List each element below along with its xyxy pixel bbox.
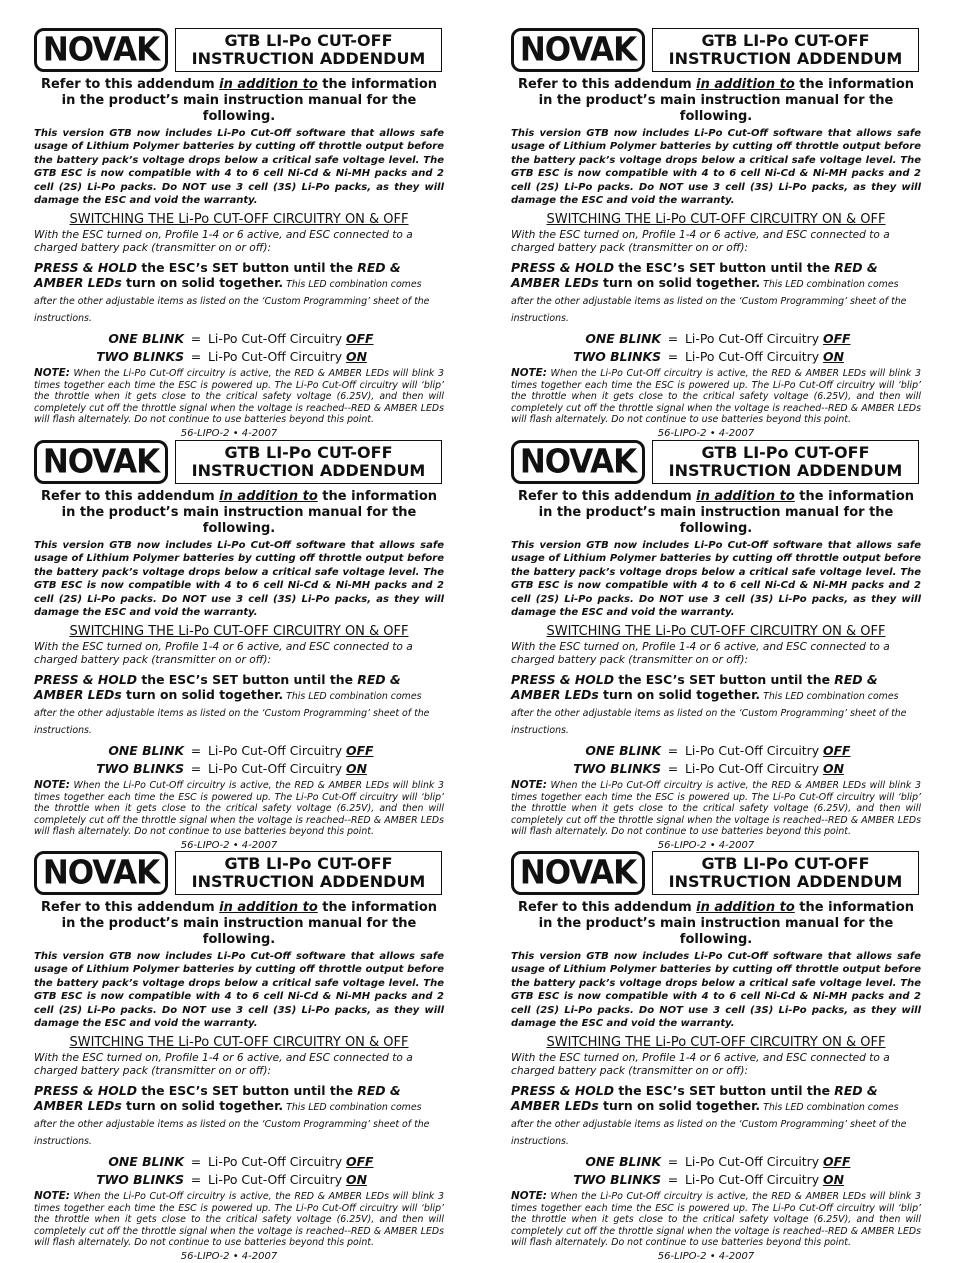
equals-sign: = [667, 1172, 679, 1188]
title-box [652, 28, 919, 72]
press-hold-instruction [511, 1083, 921, 1149]
switching-heading: SWITCHING THE Li-Po CUT-OFF CIRCUITRY ON & OFF [69, 1035, 409, 1051]
intro-post: the information in the product’s main instruction manual for the following. [538, 489, 915, 536]
off-label: OFF [823, 331, 851, 347]
novak-logo [34, 28, 168, 72]
equals-sign: = [667, 761, 679, 777]
intro-emphasis: in addition to [696, 900, 795, 915]
title-box [175, 28, 442, 72]
compatibility-paragraph: This version GTB now includes Li-Po Cut-Off software that allows safe usage of Lithium Polymer batteries by cutting off throttle output before the battery pack’s voltage drops below a critical safe voltage level. The GTB ESC is now compatible with 4 to 6 cell Ni-Cd & Ni-MH packs and 2 cell (2S) Li-Po packs. Do NOT use 3 cell (3S) Li-Po packs, as they will damage the ESC and void the warranty. [511, 951, 921, 1030]
title-line-2: INSTRUCTION ADDENDUM [191, 49, 426, 68]
two-blinks-label: TWO BLINKS [573, 1172, 661, 1188]
equals-sign: = [667, 331, 679, 347]
note-text: When the Li-Po Cut-Off circuitry is active, the RED & AMBER LEDs will blink 3 times together each time the ESC is powered up. The Li-Po Cut-Off circuitry will ‘blip’ the throttle when it gets close to the critical safety voltage (6.25V), and then will completely cut off the throttle signal when the voltage is reached--RED & AMBER LEDs will flash alternately. Do not continue to use batteries beyond this point. [511, 1191, 921, 1249]
intro-emphasis: in addition to [219, 489, 318, 504]
note-label: NOTE: [511, 1190, 547, 1203]
note-text: When the Li-Po Cut-Off circuitry is active, the RED & AMBER LEDs will blink 3 times together each time the ESC is powered up. The Li-Po Cut-Off circuitry will ‘blip’ the throttle when it gets close to the critical safety voltage (6.25V), and then will completely cut off the throttle signal when the voltage is reached--RED & AMBER LEDs will flash alternately. Do not continue to use batteries beyond this point. [34, 368, 444, 426]
title-line-1: GTB LI-Po CUT-OFF [224, 31, 393, 50]
equals-sign: = [190, 1172, 202, 1188]
one-blink-row [511, 330, 921, 348]
novak-logo [34, 851, 168, 895]
addendum-card [34, 440, 444, 851]
one-blink-label: ONE BLINK [108, 743, 184, 759]
intro-emphasis: in addition to [696, 489, 795, 504]
intro-emphasis: in addition to [219, 900, 318, 915]
logo-text: NOVAK [42, 854, 160, 892]
one-blink-label: ONE BLINK [585, 743, 661, 759]
one-blink-label: ONE BLINK [108, 1154, 184, 1170]
intro-pre: Refer to this addendum [517, 900, 697, 915]
one-blink-value [208, 1153, 374, 1171]
on-label: ON [823, 761, 844, 777]
press-mid: the ESC’s SET button until the [614, 1083, 835, 1099]
document-code: 56-LIPO-2 • 4-2007 [180, 427, 278, 439]
circuitry-text: Li-Po Cut-Off Circuitry [685, 1172, 824, 1188]
intro-text [511, 489, 921, 537]
on-label: ON [823, 1172, 844, 1188]
compatibility-paragraph: This version GTB now includes Li-Po Cut-Off software that allows safe usage of Lithium Polymer batteries by cutting off throttle output before the battery pack’s voltage drops below a critical safe voltage level. The GTB ESC is now compatible with 4 to 6 cell Ni-Cd & Ni-MH packs and 2 cell (2S) Li-Po packs. Do NOT use 3 cell (3S) Li-Po packs, as they will damage the ESC and void the warranty. [511, 128, 921, 207]
one-blink-label: ONE BLINK [585, 331, 661, 347]
circuitry-text: Li-Po Cut-Off Circuitry [685, 349, 824, 365]
intro-text [34, 900, 444, 948]
note-label: NOTE: [34, 779, 70, 792]
press-small-note: This LED combination comes after the other adjustable items as listed on the ‘Custom Programming’ sheet of the instructions. [511, 691, 907, 737]
logo-text: NOVAK [42, 31, 160, 69]
press-leds: RED & AMBER LEDs [511, 672, 878, 703]
press-small-note: This LED combination comes after the other adjustable items as listed on the ‘Custom Programming’ sheet of the instructions. [511, 1102, 907, 1148]
logo-text: NOVAK [519, 854, 637, 892]
document-code: 56-LIPO-2 • 4-2007 [657, 427, 755, 439]
on-label: ON [346, 761, 367, 777]
press-leds: RED & AMBER LEDs [34, 672, 401, 703]
circuitry-text: Li-Po Cut-Off Circuitry [685, 743, 824, 759]
blink-table [511, 742, 921, 778]
addendum-card [34, 28, 444, 439]
two-blinks-value [208, 1171, 367, 1189]
switching-heading: SWITCHING THE Li-Po CUT-OFF CIRCUITRY ON & OFF [546, 212, 886, 228]
press-mid: the ESC’s SET button until the [137, 1083, 358, 1099]
circuitry-text: Li-Po Cut-Off Circuitry [208, 331, 347, 347]
circuitry-text: Li-Po Cut-Off Circuitry [208, 761, 347, 777]
card-header [34, 28, 444, 74]
card-header [34, 440, 444, 486]
press-hold-label: PRESS & HOLD [34, 260, 138, 276]
blink-table [34, 330, 444, 366]
press-hold-label: PRESS & HOLD [511, 672, 615, 688]
off-label: OFF [346, 743, 374, 759]
press-mid: the ESC’s SET button until the [614, 672, 835, 688]
press-hold-label: PRESS & HOLD [34, 672, 138, 688]
equals-sign: = [190, 761, 202, 777]
press-hold-instruction [34, 672, 444, 738]
press-end: turn on solid together. [121, 275, 284, 291]
circuitry-text: Li-Po Cut-Off Circuitry [208, 1172, 347, 1188]
equals-sign: = [190, 331, 202, 347]
circuitry-text: Li-Po Cut-Off Circuitry [208, 1154, 347, 1170]
card-header [511, 440, 921, 486]
intro-text [511, 900, 921, 948]
one-blink-row [34, 330, 444, 348]
compatibility-paragraph: This version GTB now includes Li-Po Cut-Off software that allows safe usage of Lithium Polymer batteries by cutting off throttle output before the battery pack’s voltage drops below a critical safe voltage level. The GTB ESC is now compatible with 4 to 6 cell Ni-Cd & Ni-MH packs and 2 cell (2S) Li-Po packs. Do NOT use 3 cell (3S) Li-Po packs, as they will damage the ESC and void the warranty. [511, 540, 921, 619]
press-end: turn on solid together. [121, 687, 284, 703]
one-blink-value [685, 1153, 851, 1171]
intro-pre: Refer to this addendum [40, 900, 220, 915]
press-small-note: This LED combination comes after the other adjustable items as listed on the ‘Custom Programming’ sheet of the instructions. [34, 279, 430, 325]
off-label: OFF [346, 331, 374, 347]
title-line-2: INSTRUCTION ADDENDUM [668, 461, 903, 480]
title-line-2: INSTRUCTION ADDENDUM [668, 872, 903, 891]
press-end: turn on solid together. [598, 1098, 761, 1114]
press-hold-label: PRESS & HOLD [34, 1083, 138, 1099]
novak-logo [511, 440, 645, 484]
title-line-1: GTB LI-Po CUT-OFF [224, 443, 393, 462]
two-blinks-row [511, 760, 921, 778]
title-box [652, 440, 919, 484]
document-code: 56-LIPO-2 • 4-2007 [180, 1250, 278, 1262]
note-label: NOTE: [34, 1190, 70, 1203]
two-blinks-value [685, 348, 844, 366]
two-blinks-row [34, 1171, 444, 1189]
conditions-text: With the ESC turned on, Profile 1-4 or 6 active, and ESC connected to a charged battery pack (transmitter on or off): [511, 641, 890, 667]
addendum-card [511, 28, 921, 439]
title-line-2: INSTRUCTION ADDENDUM [191, 872, 426, 891]
intro-post: the information in the product’s main instruction manual for the following. [538, 900, 915, 947]
note-paragraph [511, 1191, 921, 1249]
intro-pre: Refer to this addendum [40, 489, 220, 504]
intro-emphasis: in addition to [219, 77, 318, 92]
intro-pre: Refer to this addendum [517, 489, 697, 504]
press-leds: RED & AMBER LEDs [511, 1083, 878, 1114]
one-blink-value [208, 330, 374, 348]
blink-table [511, 1153, 921, 1189]
conditions-text: With the ESC turned on, Profile 1-4 or 6 active, and ESC connected to a charged battery pack (transmitter on or off): [511, 229, 890, 255]
logo-text: NOVAK [519, 443, 637, 481]
press-hold-instruction [34, 260, 444, 326]
intro-pre: Refer to this addendum [517, 77, 697, 92]
equals-sign: = [667, 743, 679, 759]
two-blinks-label: TWO BLINKS [573, 349, 661, 365]
press-mid: the ESC’s SET button until the [137, 672, 358, 688]
addendum-card [511, 851, 921, 1262]
note-paragraph [511, 780, 921, 838]
switching-heading: SWITCHING THE Li-Po CUT-OFF CIRCUITRY ON & OFF [69, 624, 409, 640]
off-label: OFF [346, 1154, 374, 1170]
intro-text [34, 489, 444, 537]
two-blinks-label: TWO BLINKS [96, 1172, 184, 1188]
switching-heading: SWITCHING THE Li-Po CUT-OFF CIRCUITRY ON & OFF [546, 1035, 886, 1051]
note-text: When the Li-Po Cut-Off circuitry is active, the RED & AMBER LEDs will blink 3 times together each time the ESC is powered up. The Li-Po Cut-Off circuitry will ‘blip’ the throttle when it gets close to the critical safety voltage (6.25V), and then will completely cut off the throttle signal when the voltage is reached--RED & AMBER LEDs will flash alternately. Do not continue to use batteries beyond this point. [34, 1191, 444, 1249]
press-hold-label: PRESS & HOLD [511, 1083, 615, 1099]
equals-sign: = [667, 1154, 679, 1170]
press-leds: RED & AMBER LEDs [511, 260, 878, 291]
intro-pre: Refer to this addendum [40, 77, 220, 92]
note-label: NOTE: [511, 367, 547, 380]
press-hold-instruction [511, 260, 921, 326]
on-label: ON [346, 349, 367, 365]
press-hold-instruction [34, 1083, 444, 1149]
one-blink-value [208, 742, 374, 760]
press-end: turn on solid together. [121, 1098, 284, 1114]
conditions-text: With the ESC turned on, Profile 1-4 or 6 active, and ESC connected to a charged battery pack (transmitter on or off): [34, 1052, 413, 1078]
off-label: OFF [823, 1154, 851, 1170]
equals-sign: = [667, 349, 679, 365]
novak-logo [34, 440, 168, 484]
two-blinks-value [685, 1171, 844, 1189]
one-blink-row [511, 742, 921, 760]
conditions-text: With the ESC turned on, Profile 1-4 or 6 active, and ESC connected to a charged battery pack (transmitter on or off): [511, 1052, 890, 1078]
circuitry-text: Li-Po Cut-Off Circuitry [685, 1154, 824, 1170]
conditions-text: With the ESC turned on, Profile 1-4 or 6 active, and ESC connected to a charged battery pack (transmitter on or off): [34, 641, 413, 667]
blink-table [34, 742, 444, 778]
two-blinks-row [511, 348, 921, 366]
note-text: When the Li-Po Cut-Off circuitry is active, the RED & AMBER LEDs will blink 3 times together each time the ESC is powered up. The Li-Po Cut-Off circuitry will ‘blip’ the throttle when it gets close to the critical safety voltage (6.25V), and then will completely cut off the throttle signal when the voltage is reached--RED & AMBER LEDs will flash alternately. Do not continue to use batteries beyond this point. [511, 780, 921, 838]
note-paragraph [511, 368, 921, 426]
conditions-text: With the ESC turned on, Profile 1-4 or 6 active, and ESC connected to a charged battery pack (transmitter on or off): [34, 229, 413, 255]
logo-text: NOVAK [519, 31, 637, 69]
off-label: OFF [823, 743, 851, 759]
blink-table [511, 330, 921, 366]
addendum-card [34, 851, 444, 1262]
equals-sign: = [190, 1154, 202, 1170]
document-code: 56-LIPO-2 • 4-2007 [657, 839, 755, 851]
press-small-note: This LED combination comes after the other adjustable items as listed on the ‘Custom Programming’ sheet of the instructions. [511, 279, 907, 325]
intro-text [34, 77, 444, 125]
card-header [511, 851, 921, 897]
two-blinks-row [34, 348, 444, 366]
document-code: 56-LIPO-2 • 4-2007 [180, 839, 278, 851]
card-header [34, 851, 444, 897]
circuitry-text: Li-Po Cut-Off Circuitry [208, 349, 347, 365]
two-blinks-label: TWO BLINKS [96, 349, 184, 365]
title-line-1: GTB LI-Po CUT-OFF [224, 854, 393, 873]
compatibility-paragraph: This version GTB now includes Li-Po Cut-Off software that allows safe usage of Lithium Polymer batteries by cutting off throttle output before the battery pack’s voltage drops below a critical safe voltage level. The GTB ESC is now compatible with 4 to 6 cell Ni-Cd & Ni-MH packs and 2 cell (2S) Li-Po packs. Do NOT use 3 cell (3S) Li-Po packs, as they will damage the ESC and void the warranty. [34, 540, 444, 619]
one-blink-row [34, 1153, 444, 1171]
note-text: When the Li-Po Cut-Off circuitry is active, the RED & AMBER LEDs will blink 3 times together each time the ESC is powered up. The Li-Po Cut-Off circuitry will ‘blip’ the throttle when it gets close to the critical safety voltage (6.25V), and then will completely cut off the throttle signal when the voltage is reached--RED & AMBER LEDs will flash alternately. Do not continue to use batteries beyond this point. [34, 780, 444, 838]
press-small-note: This LED combination comes after the other adjustable items as listed on the ‘Custom Programming’ sheet of the instructions. [34, 691, 430, 737]
card-header [511, 28, 921, 74]
press-mid: the ESC’s SET button until the [137, 260, 358, 276]
press-hold-label: PRESS & HOLD [511, 260, 615, 276]
equals-sign: = [190, 743, 202, 759]
note-text: When the Li-Po Cut-Off circuitry is active, the RED & AMBER LEDs will blink 3 times together each time the ESC is powered up. The Li-Po Cut-Off circuitry will ‘blip’ the throttle when it gets close to the critical safety voltage (6.25V), and then will completely cut off the throttle signal when the voltage is reached--RED & AMBER LEDs will flash alternately. Do not continue to use batteries beyond this point. [511, 368, 921, 426]
two-blinks-value [685, 760, 844, 778]
title-line-1: GTB LI-Po CUT-OFF [701, 31, 870, 50]
press-hold-instruction [511, 672, 921, 738]
compatibility-paragraph: This version GTB now includes Li-Po Cut-Off software that allows safe usage of Lithium Polymer batteries by cutting off throttle output before the battery pack’s voltage drops below a critical safe voltage level. The GTB ESC is now compatible with 4 to 6 cell Ni-Cd & Ni-MH packs and 2 cell (2S) Li-Po packs. Do NOT use 3 cell (3S) Li-Po packs, as they will damage the ESC and void the warranty. [34, 128, 444, 207]
note-paragraph [34, 368, 444, 426]
logo-text: NOVAK [42, 443, 160, 481]
press-end: turn on solid together. [598, 275, 761, 291]
intro-post: the information in the product’s main instruction manual for the following. [61, 489, 438, 536]
circuitry-text: Li-Po Cut-Off Circuitry [685, 761, 824, 777]
intro-text [511, 77, 921, 125]
novak-logo [511, 28, 645, 72]
addendum-card [511, 440, 921, 851]
press-mid: the ESC’s SET button until the [614, 260, 835, 276]
compatibility-paragraph: This version GTB now includes Li-Po Cut-Off software that allows safe usage of Lithium Polymer batteries by cutting off throttle output before the battery pack’s voltage drops below a critical safe voltage level. The GTB ESC is now compatible with 4 to 6 cell Ni-Cd & Ni-MH packs and 2 cell (2S) Li-Po packs. Do NOT use 3 cell (3S) Li-Po packs, as they will damage the ESC and void the warranty. [34, 951, 444, 1030]
title-box [175, 440, 442, 484]
intro-emphasis: in addition to [696, 77, 795, 92]
intro-post: the information in the product’s main instruction manual for the following. [538, 77, 915, 124]
on-label: ON [346, 1172, 367, 1188]
press-end: turn on solid together. [598, 687, 761, 703]
press-leds: RED & AMBER LEDs [34, 1083, 401, 1114]
press-small-note: This LED combination comes after the other adjustable items as listed on the ‘Custom Programming’ sheet of the instructions. [34, 1102, 430, 1148]
two-blinks-value [208, 348, 367, 366]
intro-post: the information in the product’s main instruction manual for the following. [61, 900, 438, 947]
intro-post: the information in the product’s main instruction manual for the following. [61, 77, 438, 124]
blink-table [34, 1153, 444, 1189]
title-line-2: INSTRUCTION ADDENDUM [191, 461, 426, 480]
note-label: NOTE: [511, 779, 547, 792]
note-paragraph [34, 780, 444, 838]
two-blinks-row [34, 760, 444, 778]
note-label: NOTE: [34, 367, 70, 380]
one-blink-value [685, 330, 851, 348]
switching-heading: SWITCHING THE Li-Po CUT-OFF CIRCUITRY ON & OFF [546, 624, 886, 640]
one-blink-label: ONE BLINK [585, 1154, 661, 1170]
note-paragraph [34, 1191, 444, 1249]
one-blink-row [34, 742, 444, 760]
press-leds: RED & AMBER LEDs [34, 260, 401, 291]
novak-logo [511, 851, 645, 895]
circuitry-text: Li-Po Cut-Off Circuitry [685, 331, 824, 347]
one-blink-row [511, 1153, 921, 1171]
two-blinks-row [511, 1171, 921, 1189]
two-blinks-label: TWO BLINKS [573, 761, 661, 777]
equals-sign: = [190, 349, 202, 365]
two-blinks-value [208, 760, 367, 778]
document-code: 56-LIPO-2 • 4-2007 [657, 1250, 755, 1262]
title-box [175, 851, 442, 895]
one-blink-value [685, 742, 851, 760]
two-blinks-label: TWO BLINKS [96, 761, 184, 777]
title-line-2: INSTRUCTION ADDENDUM [668, 49, 903, 68]
circuitry-text: Li-Po Cut-Off Circuitry [208, 743, 347, 759]
title-box [652, 851, 919, 895]
on-label: ON [823, 349, 844, 365]
title-line-1: GTB LI-Po CUT-OFF [701, 854, 870, 873]
one-blink-label: ONE BLINK [108, 331, 184, 347]
switching-heading: SWITCHING THE Li-Po CUT-OFF CIRCUITRY ON & OFF [69, 212, 409, 228]
title-line-1: GTB LI-Po CUT-OFF [701, 443, 870, 462]
